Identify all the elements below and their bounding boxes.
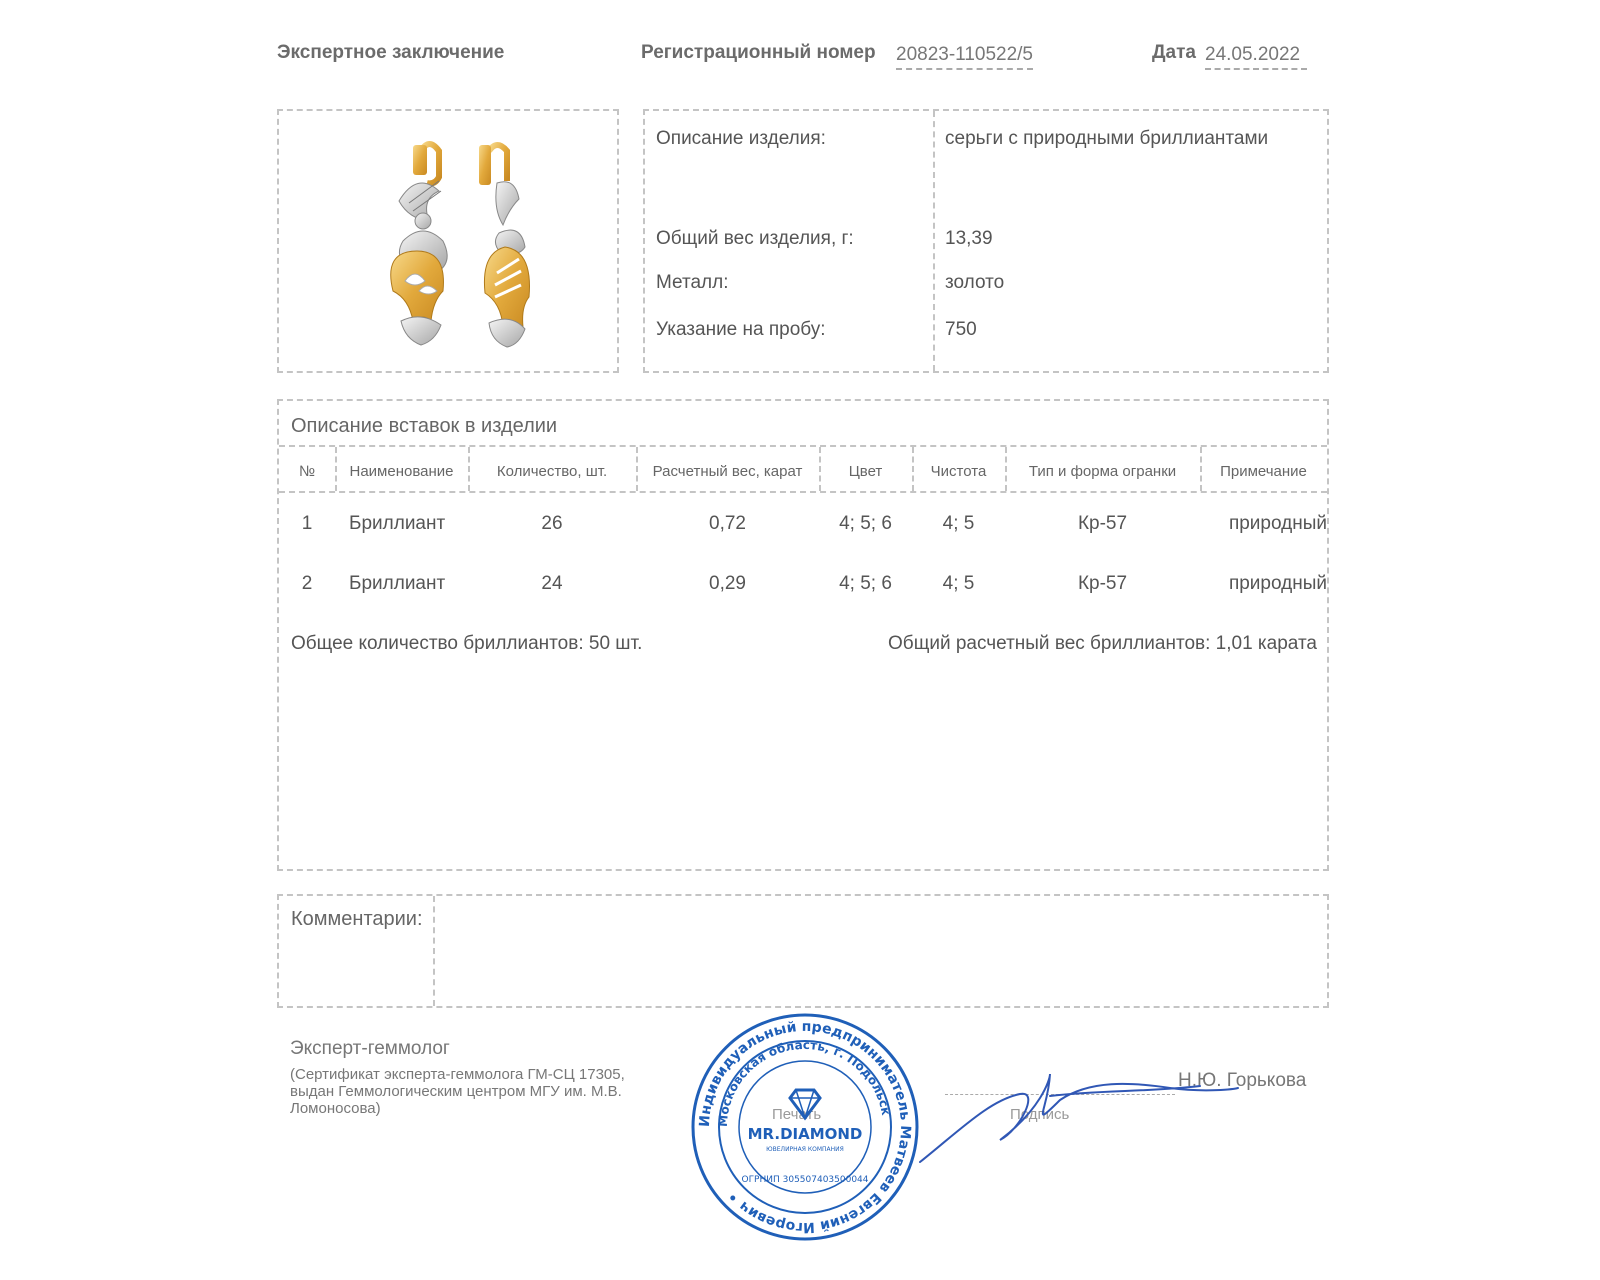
table-cell: Бриллиант [349, 573, 446, 594]
total-count: Общее количество бриллиантов: 50 шт. [291, 633, 643, 654]
divider [279, 445, 1327, 447]
table-cell: природный [1228, 513, 1327, 534]
table-cell: Кр-57 [1077, 513, 1128, 534]
header-weight: Расчетный вес, карат [652, 463, 803, 480]
right-earring [479, 145, 530, 347]
stamp-ring-text: Индивидуальный предприниматель Матвеев Евгений Игоревич • [696, 1018, 914, 1236]
table-cell: 4; 5; 6 [839, 573, 892, 594]
table-cell: 2 [301, 573, 313, 594]
stamp-brand-sub: ЮВЕЛИРНАЯ КОМПАНИЯ [766, 1146, 844, 1153]
stamp-caption: Печать [772, 1106, 822, 1123]
table-cell: 4; 5 [942, 573, 975, 594]
table-cell: 4; 5 [942, 513, 975, 534]
weight-value: 13,39 [945, 228, 993, 249]
hallmark-label: Указание на пробу: [656, 319, 826, 340]
table-cell: Бриллиант [349, 513, 446, 534]
table-cell: 24 [541, 573, 563, 594]
diamond-logo-icon [790, 1090, 820, 1118]
expert-certificate: (Сертификат эксперта-геммолога ГМ-СЦ 17305, выдан Геммологическим центром МГУ им. М.В. Ломоносова) [290, 1066, 625, 1117]
header-number: № [298, 463, 316, 480]
column-divider [433, 896, 435, 1006]
header-note: Примечание [1220, 463, 1307, 480]
header-name: Наименование [349, 463, 454, 480]
signer-name: Н.Ю. Горькова [1178, 1070, 1307, 1091]
expert-block [290, 1038, 660, 1117]
date-label: Дата [1152, 42, 1196, 63]
product-description-table [643, 109, 1329, 373]
table-cell: природный [1228, 573, 1327, 594]
expert-title: Эксперт-геммолог [290, 1038, 450, 1059]
table-cell: 0,72 [709, 513, 746, 534]
table-cell: 0,29 [709, 573, 746, 594]
product-photo-frame [277, 109, 619, 373]
left-earring [391, 144, 447, 345]
stamp-inner-text: Московская область, г. Подольск [715, 1037, 894, 1128]
date-value: 24.05.2022 [1205, 44, 1307, 70]
hallmark-value: 750 [945, 319, 977, 340]
description-value: серьги с природными бриллиантами [945, 128, 1269, 149]
header-clarity: Чистота [930, 463, 987, 480]
table-cell: 26 [541, 513, 563, 534]
registration-number-value: 20823-110522/5 [896, 44, 1033, 70]
table-cell: 1 [301, 513, 313, 534]
inserts-section [277, 399, 1329, 871]
total-weight: Общий расчетный вес бриллиантов: 1,01 карата [888, 633, 1317, 654]
comments-label: Комментарии: [291, 908, 423, 930]
signature-caption: Подпись [1010, 1106, 1070, 1123]
stamp-ogrn: ОГРНИП 305507403500044 [741, 1175, 869, 1185]
header-quantity: Количество, шт. [496, 463, 608, 480]
header-color: Цвет [848, 463, 883, 480]
weight-label: Общий вес изделия, г: [656, 228, 854, 249]
metal-value: золото [945, 272, 1005, 293]
table-cell: Кр-57 [1077, 573, 1128, 594]
table-cell: 4; 5; 6 [839, 513, 892, 534]
document-title: Экспертное заключение [277, 42, 505, 63]
column-divider [933, 111, 935, 371]
earrings-photo [279, 111, 617, 371]
metal-label: Металл: [656, 272, 729, 293]
handwritten-signature [900, 1070, 1240, 1170]
header-cut: Тип и форма огранки [1028, 463, 1177, 480]
comments-section [277, 894, 1329, 1008]
company-stamp [690, 1012, 920, 1242]
divider [279, 491, 1327, 493]
stamp-brand: MR.DIAMOND [747, 1125, 863, 1143]
inserts-title: Описание вставок в изделии [291, 415, 558, 437]
registration-number-label: Регистрационный номер [641, 42, 876, 63]
description-label: Описание изделия: [656, 128, 826, 149]
